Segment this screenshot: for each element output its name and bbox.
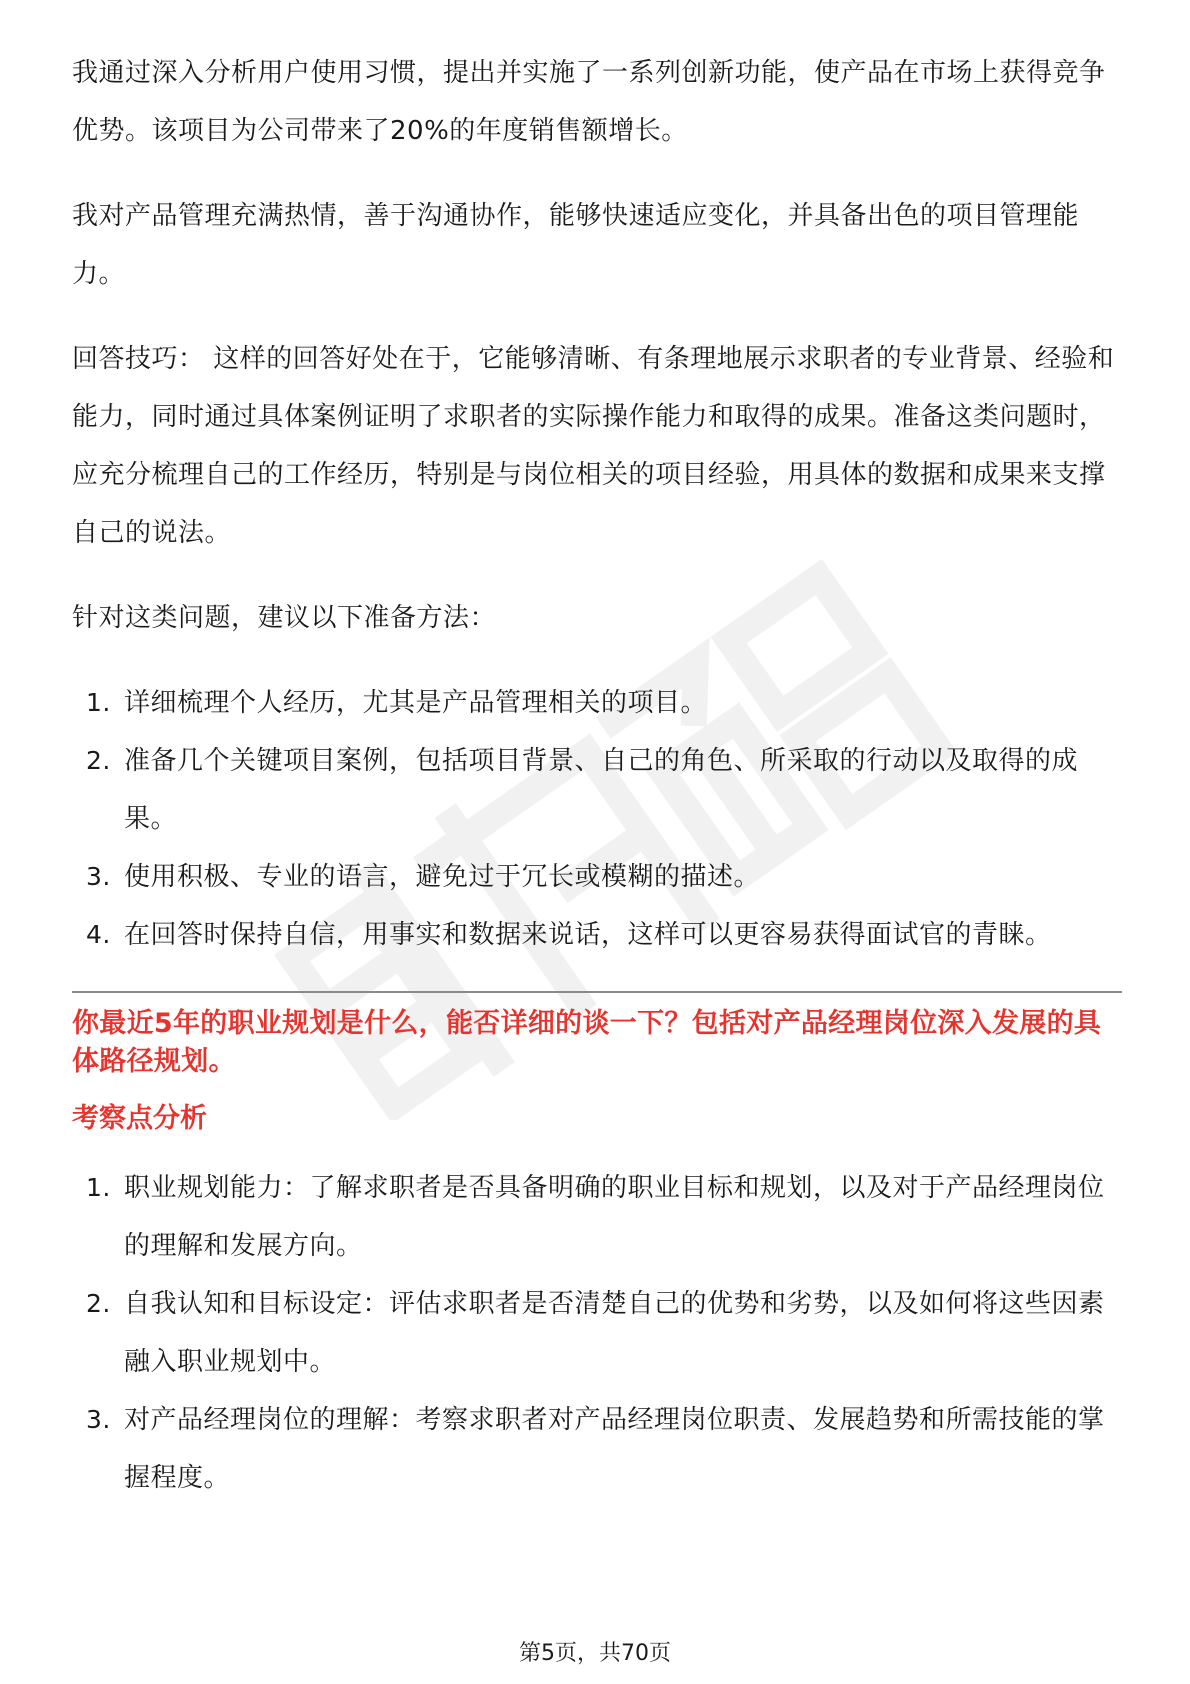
paragraph-project-result: 我通过深入分析用户使用习惯，提出并实施了一系列创新功能，使产品在市场上获得竞争优势。该项目为公司带来了20%的年度销售额增长。 — [72, 58, 1106, 146]
list-item: 2. 准备几个关键项目案例，包括项目背景、自己的角色、所采取的行动以及取得的成果。 — [86, 746, 1079, 834]
paragraph-answer-tips: 回答技巧： 这样的回答好处在于，它能够清晰、有条理地展示求职者的专业背景、经验和能力，同时通过具体案例证明了求职者的实际操作能力和取得的成果。准备这类问题时，应充分梳理自己的工作经历，特别是与岗位相关的项目经验，用具体的数据和成果来支撑自己的说法。 — [72, 344, 1115, 548]
analysis-list — [72, 1159, 1122, 1507]
list-item: 2. 自我认知和目标设定：评估求职者是否清楚自己的优势和劣势，以及如何将这些因素融入职业规划中。 — [86, 1289, 1105, 1377]
question-heading: 你最近5年的职业规划是什么，能否详细的谈一下？包括对产品经理岗位深入发展的具体路径规划。 — [72, 1008, 1102, 1077]
analysis-heading: 考察点分析 — [72, 1103, 207, 1134]
list-item: 3. 对产品经理岗位的理解：考察求职者对产品经理岗位职责、发展趋势和所需技能的掌握程度。 — [86, 1405, 1105, 1493]
section-divider — [72, 991, 1122, 993]
paragraph-prep-intro: 针对这类问题，建议以下准备方法： — [72, 603, 497, 633]
list-item: 1. 职业规划能力：了解求职者是否具备明确的职业目标和规划，以及对于产品经理岗位的理解和发展方向。 — [86, 1173, 1105, 1261]
list-item: 1. 详细梳理个人经历，尤其是产品管理相关的项目。 — [86, 688, 708, 718]
list-item: 4. 在回答时保持自信，用事实和数据来说话，这样可以更容易获得面试官的青睐。 — [86, 920, 1052, 950]
page-number-footer: 第5页，共70页 — [519, 1641, 671, 1666]
paragraph-personal-strengths: 我对产品管理充满热情，善于沟通协作，能够快速适应变化，并具备出色的项目管理能力。 — [72, 201, 1080, 289]
document-page — [72, 44, 1122, 1507]
prep-method-list — [72, 674, 1122, 964]
list-item: 3. 使用积极、专业的语言，避免过于冗长或模糊的描述。 — [86, 862, 761, 892]
